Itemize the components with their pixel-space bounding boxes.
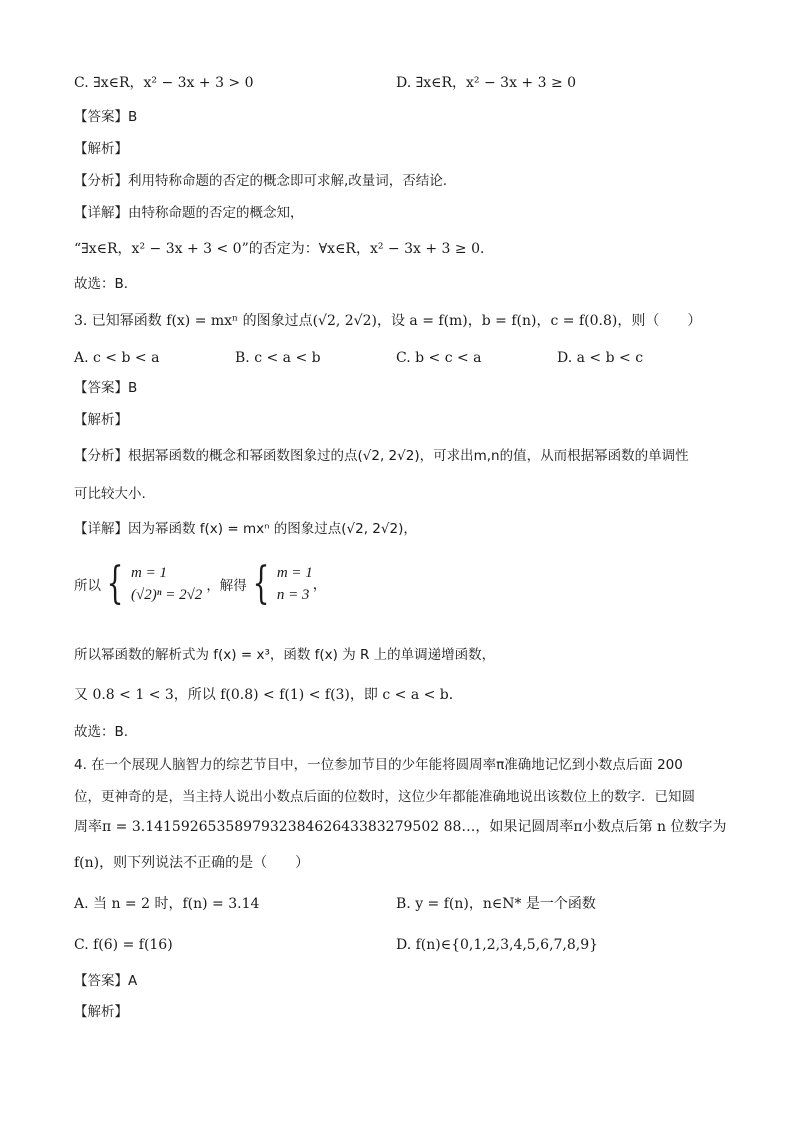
q3-stem: 3. 已知幂函数 f(x) = mxⁿ 的图象过点(√2, 2√2)，设 a = f(m)，b = f(n)，c = f(0.8)，则（ ） [74, 313, 702, 329]
q2-negation: “∃x∈R，x² − 3x + 3 < 0”的否定为：∀x∈R，x² − 3x + 3 ≥ 0． [74, 241, 494, 257]
q3-system-2-line-1: m = 1 [276, 565, 313, 581]
q3-option-a: A. c < b < a [74, 350, 160, 366]
q2-choose: 故选：B． [74, 276, 138, 292]
q4-stem-line-4: f(n)，则下列说法不正确的是（ ） [74, 855, 310, 871]
q4-stem-line-3: 周率π = 3.141592653589793238462643383279502 88…，如果记圆周率π小数点后第 n 位数字为 [74, 819, 727, 835]
q4-option-c: C. f(6) = f(16) [74, 937, 173, 953]
q3-option-d: D. a < b < c [557, 350, 644, 366]
q3-analysis-line-2: 可比较大小. [74, 486, 146, 502]
q4-option-d: D. f(n)∈{0,1,2,3,4,5,6,7,8,9} [396, 937, 599, 953]
q3-compare: 又 0.8 < 1 < 3，所以 f(0.8) < f(1) < f(3)，即 c < a < b． [74, 687, 463, 703]
q3-system-1-line-2: (√2)ⁿ = 2√2 [131, 587, 203, 603]
q2-option-c: C. ∃x∈R，x² − 3x + 3 > 0 [74, 75, 254, 91]
q4-option-a: A. 当 n = 2 时，f(n) = 3.14 [74, 896, 260, 912]
q3-option-c: C. b < c < a [396, 350, 482, 366]
q3-equation-systems [74, 558, 327, 609]
q2-analysis: 【分析】利用特称命题的否定的概念即可求解,改量词，否结论. [74, 173, 448, 189]
q4-answer: 【答案】A [74, 973, 138, 989]
q4-jiexi-heading: 【解析】 [74, 1004, 128, 1020]
q3-jiede: ，解得 [206, 578, 247, 594]
q3-jiexi-heading: 【解析】 [74, 412, 128, 428]
q3-detail: 【详解】因为幂函数 f(x) = mxⁿ 的图象过点(√2, 2√2)， [74, 521, 417, 537]
q4-option-b: B. y = f(n)，n∈N* 是一个函数 [396, 896, 596, 912]
left-brace-icon: { [106, 558, 124, 609]
q3-suoyi: 所以 [74, 578, 101, 594]
q3-answer: 【答案】B [74, 380, 138, 396]
q2-jiexi-heading: 【解析】 [74, 141, 128, 157]
q2-detail: 【详解】由特称命题的否定的概念知， [74, 205, 304, 221]
q3-analysis-line-1: 【分析】根据幂函数的概念和幂函数图象过的点(√2, 2√2)，可求出m,n的值，从而根据幂函数的单调性 [74, 448, 689, 464]
q3-system-end: ， [312, 577, 327, 593]
q4-stem-line-2: 位，更神奇的是，当主持人说出小数点后面的位数时，这位少年都能准确地说出该数位上的数字．已知圆 [74, 789, 695, 805]
q4-stem-line-1: 4. 在一个展现人脑智力的综艺节目中，一位参加节目的少年能将圆周率π准确地记忆到小数点后面 200 [74, 757, 683, 773]
q3-option-b: B. c < a < b [235, 350, 321, 366]
left-brace-icon: { [252, 558, 270, 609]
q3-system-2 [277, 562, 313, 606]
q3-analytic-form: 所以幂函数的解析式为 f(x) = x³，函数 f(x) 为 R 上的单调递增函数， [74, 647, 496, 663]
q3-system-1-line-1: m = 1 [131, 565, 167, 581]
q3-choose: 故选：B. [74, 724, 129, 740]
q3-system-2-line-2: n = 3 [276, 587, 310, 603]
q2-answer: 【答案】B [74, 109, 138, 125]
q2-option-d: D. ∃x∈R，x² − 3x + 3 ≥ 0 [396, 75, 577, 91]
q3-system-1 [131, 562, 202, 606]
